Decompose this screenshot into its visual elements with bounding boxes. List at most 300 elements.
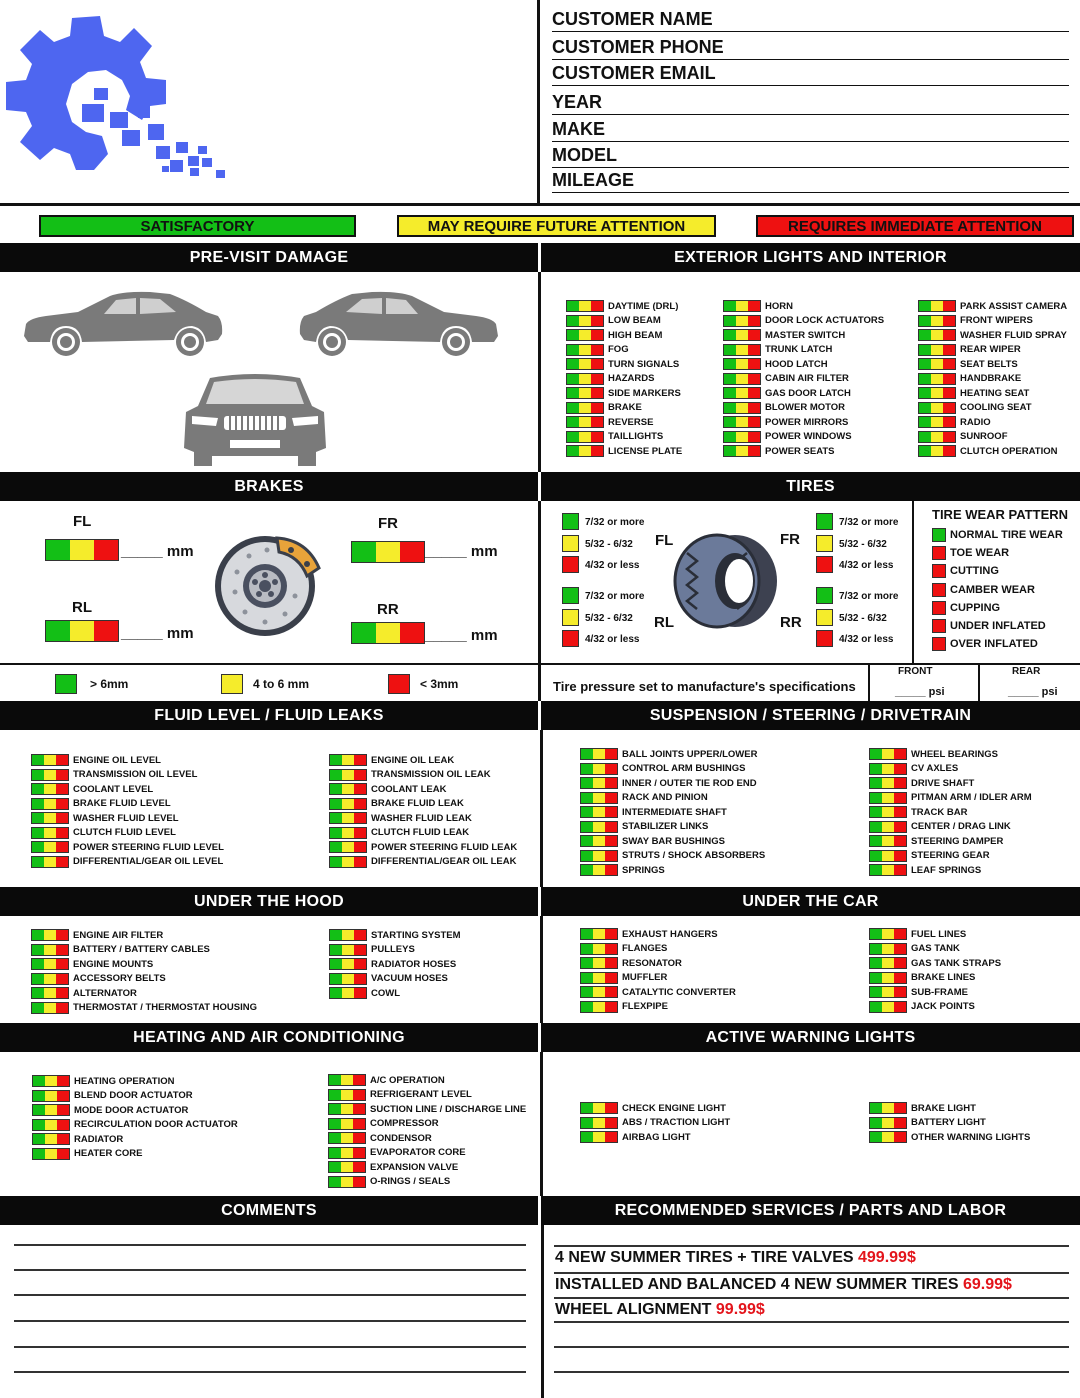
rating-selector[interactable] bbox=[32, 1075, 70, 1087]
rating-selector[interactable] bbox=[723, 431, 761, 443]
rating-selector[interactable] bbox=[31, 1002, 69, 1014]
checklist-item[interactable] bbox=[328, 1088, 472, 1102]
rating-selector[interactable] bbox=[723, 445, 761, 457]
rating-selector[interactable] bbox=[328, 1161, 366, 1173]
rating-selector[interactable] bbox=[723, 358, 761, 370]
checklist-item[interactable] bbox=[723, 401, 845, 415]
year-field[interactable]: YEAR bbox=[552, 89, 1069, 115]
column-divider bbox=[541, 1225, 544, 1398]
rating-selector[interactable] bbox=[329, 754, 367, 766]
checklist-item[interactable] bbox=[580, 1116, 730, 1130]
rating-selector[interactable] bbox=[31, 754, 69, 766]
tire-fr-yellow[interactable] bbox=[816, 535, 833, 552]
checklist-item[interactable] bbox=[329, 957, 456, 971]
rating-selector[interactable] bbox=[328, 1118, 366, 1130]
checklist-item[interactable] bbox=[329, 986, 400, 1000]
customer-name-field[interactable]: CUSTOMER NAME bbox=[552, 6, 1069, 32]
rating-selector[interactable] bbox=[869, 943, 907, 955]
rating-selector[interactable] bbox=[328, 1147, 366, 1159]
checklist-item[interactable] bbox=[31, 826, 176, 840]
rating-selector[interactable] bbox=[566, 416, 604, 428]
comment-line[interactable] bbox=[14, 1346, 526, 1348]
brake-fr-rating[interactable] bbox=[351, 541, 425, 563]
checklist-item[interactable] bbox=[31, 782, 153, 796]
checklist-item[interactable] bbox=[580, 834, 725, 848]
checklist-item-label: TRANSMISSION OIL LEVEL bbox=[73, 769, 198, 780]
checklist-item-label: HEATING SEAT bbox=[960, 387, 1030, 399]
rating-selector[interactable] bbox=[329, 827, 367, 839]
checklist-item[interactable] bbox=[580, 956, 682, 970]
checklist-item-label: BATTERY / BATTERY CABLES bbox=[73, 944, 210, 955]
rating-selector[interactable] bbox=[580, 777, 618, 789]
rating-selector[interactable] bbox=[566, 315, 604, 327]
header-divider bbox=[537, 0, 540, 204]
checklist-item[interactable] bbox=[723, 430, 852, 444]
rating-selector[interactable] bbox=[580, 792, 618, 804]
checklist-item[interactable] bbox=[723, 299, 793, 313]
rating-selector[interactable] bbox=[869, 957, 907, 969]
rating-selector[interactable] bbox=[580, 864, 618, 876]
checklist-item[interactable] bbox=[328, 1160, 458, 1174]
checklist-item[interactable] bbox=[31, 753, 161, 767]
checklist-item[interactable] bbox=[566, 299, 678, 313]
checklist-item-label: HORN bbox=[765, 300, 793, 312]
checklist-item[interactable] bbox=[32, 1147, 142, 1161]
tire-wear-title: TIRE WEAR PATTERN bbox=[932, 507, 1069, 522]
tire-wear-checkbox[interactable] bbox=[932, 564, 946, 578]
checklist-item-label: DOOR LOCK ACTUATORS bbox=[765, 315, 885, 326]
make-field[interactable]: MAKE bbox=[552, 116, 1069, 142]
checklist-item[interactable] bbox=[566, 314, 661, 328]
rating-selector[interactable] bbox=[329, 769, 367, 781]
model-field[interactable]: MODEL bbox=[552, 142, 1069, 168]
rating-selector[interactable] bbox=[723, 373, 761, 385]
checklist-item[interactable] bbox=[31, 855, 223, 869]
tire-wear-checkbox[interactable] bbox=[932, 619, 946, 633]
checklist-item-label: WASHER FLUID SPRAY bbox=[960, 329, 1067, 341]
rating-selector[interactable] bbox=[580, 1131, 618, 1143]
checklist-item[interactable] bbox=[869, 747, 998, 761]
checklist-item[interactable] bbox=[580, 1000, 668, 1014]
rating-selector[interactable] bbox=[723, 315, 761, 327]
rating-selector[interactable] bbox=[580, 806, 618, 818]
tire-rr-yellow[interactable] bbox=[816, 609, 833, 626]
checklist-item-label: REFRIGERANT LEVEL bbox=[370, 1089, 472, 1100]
rating-selector[interactable] bbox=[580, 943, 618, 955]
checklist-item[interactable] bbox=[580, 1101, 726, 1115]
rating-selector[interactable] bbox=[869, 1117, 907, 1129]
rating-selector[interactable] bbox=[869, 1102, 907, 1114]
tire-rr-mid: 5/32 - 6/32 bbox=[839, 613, 887, 624]
checklist-item[interactable] bbox=[580, 927, 718, 941]
rating-selector[interactable] bbox=[580, 748, 618, 760]
rating-selector[interactable] bbox=[918, 387, 956, 399]
rating-selector[interactable] bbox=[31, 973, 69, 985]
checklist-item[interactable] bbox=[918, 343, 1021, 357]
checklist-item-label: DIFFERENTIAL/GEAR OIL LEAK bbox=[371, 856, 517, 867]
checklist-item[interactable] bbox=[328, 1175, 450, 1189]
checklist-item[interactable] bbox=[869, 863, 981, 877]
rating-selector[interactable] bbox=[580, 850, 618, 862]
checklist-item[interactable] bbox=[566, 415, 653, 429]
checklist-item[interactable] bbox=[31, 943, 210, 957]
rating-selector[interactable] bbox=[328, 1103, 366, 1115]
checklist-item-label: PARK ASSIST CAMERA bbox=[960, 300, 1068, 312]
rating-selector[interactable] bbox=[869, 1001, 907, 1013]
rating-selector[interactable] bbox=[328, 1132, 366, 1144]
checklist-item[interactable] bbox=[918, 415, 991, 429]
checklist-item[interactable] bbox=[869, 942, 960, 956]
checklist-item[interactable] bbox=[329, 797, 464, 811]
rating-selector[interactable] bbox=[918, 373, 956, 385]
checklist-item[interactable] bbox=[31, 840, 224, 854]
rating-selector[interactable] bbox=[32, 1119, 70, 1131]
checklist-item[interactable] bbox=[31, 928, 163, 942]
checklist-item[interactable] bbox=[580, 863, 665, 877]
checklist-item[interactable] bbox=[329, 855, 517, 869]
checklist-item[interactable] bbox=[580, 820, 708, 834]
column-divider bbox=[540, 730, 543, 887]
rating-selector[interactable] bbox=[869, 835, 907, 847]
tire-rr-red[interactable] bbox=[816, 630, 833, 647]
rating-selector[interactable] bbox=[869, 748, 907, 760]
rating-selector[interactable] bbox=[328, 1074, 366, 1086]
checklist-item[interactable] bbox=[869, 1116, 986, 1130]
tire-wear-checkbox[interactable] bbox=[932, 583, 946, 597]
rating-selector[interactable] bbox=[723, 387, 761, 399]
comment-line[interactable] bbox=[14, 1294, 526, 1296]
comment-line[interactable] bbox=[14, 1320, 526, 1322]
checklist-item[interactable] bbox=[580, 1130, 691, 1144]
checklist-item[interactable] bbox=[869, 805, 967, 819]
tire-fl-low: 4/32 or less bbox=[585, 560, 640, 571]
rating-selector[interactable] bbox=[918, 445, 956, 457]
rating-selector[interactable] bbox=[329, 841, 367, 853]
rating-selector[interactable] bbox=[580, 957, 618, 969]
checklist-item[interactable] bbox=[329, 972, 448, 986]
rating-selector[interactable] bbox=[31, 958, 69, 970]
checklist-item[interactable] bbox=[869, 1101, 976, 1115]
rating-selector[interactable] bbox=[918, 329, 956, 341]
checklist-item[interactable] bbox=[869, 820, 1011, 834]
tire-wear-checkbox[interactable] bbox=[932, 528, 946, 542]
tire-wear-divider bbox=[912, 501, 914, 663]
checklist-item[interactable] bbox=[31, 1001, 257, 1015]
rating-selector[interactable] bbox=[32, 1090, 70, 1102]
rating-selector[interactable] bbox=[31, 812, 69, 824]
rating-selector[interactable] bbox=[566, 445, 604, 457]
rating-selector[interactable] bbox=[723, 344, 761, 356]
rating-selector[interactable] bbox=[566, 387, 604, 399]
rating-selector[interactable] bbox=[869, 972, 907, 984]
rating-selector[interactable] bbox=[329, 856, 367, 868]
tire-rl-yellow[interactable] bbox=[562, 609, 579, 626]
tire-fr-red[interactable] bbox=[816, 556, 833, 573]
checklist-item[interactable] bbox=[723, 343, 832, 357]
rating-selector[interactable] bbox=[723, 402, 761, 414]
checklist-item[interactable] bbox=[869, 834, 1003, 848]
checklist-item-label: WASHER FLUID LEAK bbox=[371, 812, 472, 824]
brake-fr-mm[interactable]: _____ mm bbox=[425, 543, 498, 560]
rating-selector[interactable] bbox=[580, 928, 618, 940]
rating-selector[interactable] bbox=[580, 972, 618, 984]
checklist-item[interactable] bbox=[566, 386, 681, 400]
rating-selector[interactable] bbox=[580, 835, 618, 847]
tire-rl-green[interactable] bbox=[562, 587, 579, 604]
brake-rr-mm[interactable]: _____ mm bbox=[425, 627, 498, 644]
checklist-item[interactable] bbox=[723, 415, 848, 429]
checklist-item[interactable] bbox=[869, 927, 966, 941]
checklist-item[interactable] bbox=[723, 372, 849, 386]
rating-selector[interactable] bbox=[31, 856, 69, 868]
tire-pressure-rule bbox=[541, 663, 1080, 665]
legend-future-attention: MAY REQUIRE FUTURE ATTENTION bbox=[397, 215, 716, 237]
rating-selector[interactable] bbox=[31, 841, 69, 853]
checklist-item[interactable] bbox=[723, 386, 851, 400]
tire-wear-checkbox[interactable] bbox=[932, 546, 946, 560]
rating-selector[interactable] bbox=[328, 1089, 366, 1101]
checklist-item-label: TRUNK LATCH bbox=[765, 344, 833, 355]
customer-phone-field[interactable]: CUSTOMER PHONE bbox=[552, 34, 1069, 60]
rating-selector[interactable] bbox=[869, 850, 907, 862]
checklist-item[interactable] bbox=[869, 1000, 975, 1014]
rating-selector[interactable] bbox=[918, 416, 956, 428]
checklist-item[interactable] bbox=[329, 782, 446, 796]
checklist-item[interactable] bbox=[918, 386, 1029, 400]
checklist-item[interactable] bbox=[918, 444, 1057, 458]
comment-line[interactable] bbox=[14, 1244, 526, 1246]
checklist-item[interactable] bbox=[869, 776, 974, 790]
checklist-item-label: REAR WIPER bbox=[960, 344, 1021, 355]
checklist-item[interactable] bbox=[31, 797, 171, 811]
brake-rl-mm[interactable]: _____ mm bbox=[121, 625, 194, 642]
checklist-item[interactable] bbox=[328, 1131, 432, 1145]
checklist-item[interactable] bbox=[566, 343, 629, 357]
checklist-item[interactable] bbox=[580, 849, 765, 863]
rating-selector[interactable] bbox=[329, 944, 367, 956]
checklist-item[interactable] bbox=[329, 768, 491, 782]
rating-selector[interactable] bbox=[580, 986, 618, 998]
checklist-item[interactable] bbox=[580, 762, 746, 776]
checklist-item[interactable] bbox=[869, 956, 1001, 970]
checklist-item[interactable] bbox=[869, 849, 990, 863]
rating-selector[interactable] bbox=[329, 929, 367, 941]
checklist-item[interactable] bbox=[328, 1146, 466, 1160]
rating-selector[interactable] bbox=[329, 783, 367, 795]
rating-selector[interactable] bbox=[723, 416, 761, 428]
checklist-item[interactable] bbox=[329, 840, 517, 854]
checklist-item[interactable] bbox=[328, 1102, 526, 1116]
rating-selector[interactable] bbox=[329, 812, 367, 824]
checklist-item[interactable] bbox=[918, 430, 1008, 444]
tire-wear-checkbox[interactable] bbox=[932, 601, 946, 615]
checklist-item[interactable] bbox=[566, 444, 682, 458]
checklist-item[interactable] bbox=[918, 372, 1021, 386]
checklist-item[interactable] bbox=[32, 1089, 193, 1103]
rating-selector[interactable] bbox=[32, 1104, 70, 1116]
rating-selector[interactable] bbox=[869, 986, 907, 998]
rating-selector[interactable] bbox=[918, 300, 956, 312]
rating-selector[interactable] bbox=[566, 402, 604, 414]
checklist-item[interactable] bbox=[580, 942, 667, 956]
checklist-item[interactable] bbox=[918, 357, 1018, 371]
rating-selector[interactable] bbox=[869, 806, 907, 818]
rating-selector[interactable] bbox=[329, 973, 367, 985]
tire-fr-label: FR bbox=[780, 531, 800, 548]
brake-fl-rating[interactable] bbox=[45, 539, 119, 561]
brake-legend-green-label: > 6mm bbox=[90, 677, 129, 691]
checklist-item[interactable] bbox=[918, 299, 1067, 313]
rating-selector[interactable] bbox=[869, 1131, 907, 1143]
rating-selector[interactable] bbox=[580, 821, 618, 833]
car-side-right-icon bbox=[298, 288, 502, 365]
rating-selector[interactable] bbox=[566, 344, 604, 356]
checklist-item-label: RADIO bbox=[960, 416, 991, 428]
checklist-item[interactable] bbox=[32, 1074, 174, 1088]
front-psi-input[interactable]: _____ psi bbox=[895, 686, 945, 698]
checklist-item[interactable] bbox=[723, 314, 884, 328]
checklist-item[interactable] bbox=[31, 986, 137, 1000]
checklist-item[interactable] bbox=[580, 791, 708, 805]
checklist-item[interactable] bbox=[869, 791, 1032, 805]
customer-email-field[interactable]: CUSTOMER EMAIL bbox=[552, 60, 1069, 86]
tire-rr-green[interactable] bbox=[816, 587, 833, 604]
tire-fl-red[interactable] bbox=[562, 556, 579, 573]
checklist-item-label: PITMAN ARM / IDLER ARM bbox=[911, 792, 1032, 803]
checklist-item[interactable] bbox=[31, 972, 166, 986]
rating-selector[interactable] bbox=[869, 821, 907, 833]
checklist-item[interactable] bbox=[329, 826, 469, 840]
checklist-item[interactable] bbox=[32, 1118, 238, 1132]
checklist-item[interactable] bbox=[918, 401, 1032, 415]
rating-selector[interactable] bbox=[31, 783, 69, 795]
rating-selector[interactable] bbox=[31, 929, 69, 941]
rating-selector[interactable] bbox=[329, 958, 367, 970]
rating-selector[interactable] bbox=[869, 763, 907, 775]
checklist-item[interactable] bbox=[580, 985, 736, 999]
rating-selector[interactable] bbox=[32, 1133, 70, 1145]
rating-selector[interactable] bbox=[566, 373, 604, 385]
brake-fr-label: FR bbox=[378, 515, 398, 532]
rating-selector[interactable] bbox=[869, 928, 907, 940]
tire-fr-green[interactable] bbox=[816, 513, 833, 530]
checklist-item-label: POWER SEATS bbox=[765, 445, 835, 457]
checklist-item[interactable] bbox=[32, 1103, 188, 1117]
checklist-item-label: FLEXPIPE bbox=[622, 1001, 668, 1012]
checklist-item[interactable] bbox=[869, 762, 958, 776]
checklist-item[interactable] bbox=[566, 328, 662, 342]
rating-selector[interactable] bbox=[329, 987, 367, 999]
checklist-item[interactable] bbox=[566, 430, 663, 444]
checklist-item[interactable] bbox=[566, 357, 679, 371]
checklist-item[interactable] bbox=[329, 811, 472, 825]
rating-selector[interactable] bbox=[31, 769, 69, 781]
rating-selector[interactable] bbox=[723, 329, 761, 341]
brake-rl-rating[interactable] bbox=[45, 620, 119, 642]
brake-rr-rating[interactable] bbox=[351, 622, 425, 644]
rating-selector[interactable] bbox=[566, 300, 604, 312]
checklist-item[interactable] bbox=[580, 805, 727, 819]
rating-selector[interactable] bbox=[918, 431, 956, 443]
checklist-item[interactable] bbox=[566, 401, 642, 415]
rating-selector[interactable] bbox=[566, 329, 604, 341]
rear-psi-input[interactable]: _____ psi bbox=[1008, 686, 1058, 698]
mileage-field[interactable]: MILEAGE bbox=[552, 167, 1069, 193]
checklist-item[interactable] bbox=[31, 811, 179, 825]
checklist-item[interactable] bbox=[580, 971, 667, 985]
checklist-item-label: BALL JOINTS UPPER/LOWER bbox=[622, 748, 758, 760]
checklist-item[interactable] bbox=[328, 1073, 445, 1087]
rating-selector[interactable] bbox=[566, 358, 604, 370]
recommended-line[interactable] bbox=[554, 1321, 1069, 1323]
checklist-item[interactable] bbox=[723, 328, 845, 342]
checklist-item[interactable] bbox=[869, 1130, 1030, 1144]
comment-line[interactable] bbox=[14, 1269, 526, 1271]
checklist-item[interactable] bbox=[328, 1117, 439, 1131]
rating-selector[interactable] bbox=[31, 798, 69, 810]
recommended-line[interactable] bbox=[554, 1346, 1069, 1348]
checklist-item[interactable] bbox=[329, 928, 461, 942]
checklist-item[interactable] bbox=[566, 372, 654, 386]
checklist-item[interactable] bbox=[32, 1132, 123, 1146]
recommended-line[interactable] bbox=[554, 1371, 1069, 1373]
rating-selector[interactable] bbox=[580, 763, 618, 775]
checklist-item-label: ABS / TRACTION LIGHT bbox=[622, 1117, 731, 1128]
rating-selector[interactable] bbox=[869, 792, 907, 804]
rating-selector[interactable] bbox=[869, 864, 907, 876]
tire-fl-green[interactable] bbox=[562, 513, 579, 530]
comment-line[interactable] bbox=[14, 1371, 526, 1373]
rating-selector[interactable] bbox=[580, 1001, 618, 1013]
checklist-item[interactable] bbox=[580, 776, 757, 790]
brake-fl-mm[interactable]: _____ mm bbox=[121, 543, 194, 560]
rating-selector[interactable] bbox=[918, 358, 956, 370]
checklist-item[interactable] bbox=[869, 971, 975, 985]
rating-selector[interactable] bbox=[566, 431, 604, 443]
rating-selector[interactable] bbox=[918, 402, 956, 414]
rating-selector[interactable] bbox=[31, 827, 69, 839]
checklist-item-label: VACUUM HOSES bbox=[371, 973, 448, 984]
rating-selector[interactable] bbox=[918, 315, 956, 327]
rating-selector[interactable] bbox=[869, 777, 907, 789]
checklist-item[interactable] bbox=[723, 444, 835, 458]
tire-rl-red[interactable] bbox=[562, 630, 579, 647]
tire-wear-label: UNDER INFLATED bbox=[950, 620, 1046, 632]
brake-rl-label: RL bbox=[72, 599, 92, 616]
rating-selector[interactable] bbox=[31, 944, 69, 956]
checklist-item[interactable] bbox=[31, 768, 197, 782]
rating-selector[interactable] bbox=[32, 1148, 70, 1160]
tire-fl-yellow[interactable] bbox=[562, 535, 579, 552]
rating-selector[interactable] bbox=[918, 344, 956, 356]
rating-selector[interactable] bbox=[580, 1117, 618, 1129]
checklist-item[interactable] bbox=[869, 985, 968, 999]
rating-selector[interactable] bbox=[723, 300, 761, 312]
rating-selector[interactable] bbox=[580, 1102, 618, 1114]
checklist-item[interactable] bbox=[580, 747, 757, 761]
checklist-item-label: A/C OPERATION bbox=[370, 1074, 445, 1086]
checklist-item[interactable] bbox=[329, 943, 415, 957]
checklist-item[interactable] bbox=[329, 753, 454, 767]
checklist-item[interactable] bbox=[918, 314, 1033, 328]
rating-selector[interactable] bbox=[328, 1176, 366, 1188]
tire-wear-checkbox[interactable] bbox=[932, 637, 946, 651]
checklist-item[interactable] bbox=[918, 328, 1067, 342]
rating-selector[interactable] bbox=[31, 987, 69, 999]
checklist-item[interactable] bbox=[723, 357, 828, 371]
rating-selector[interactable] bbox=[329, 798, 367, 810]
checklist-item[interactable] bbox=[31, 957, 153, 971]
